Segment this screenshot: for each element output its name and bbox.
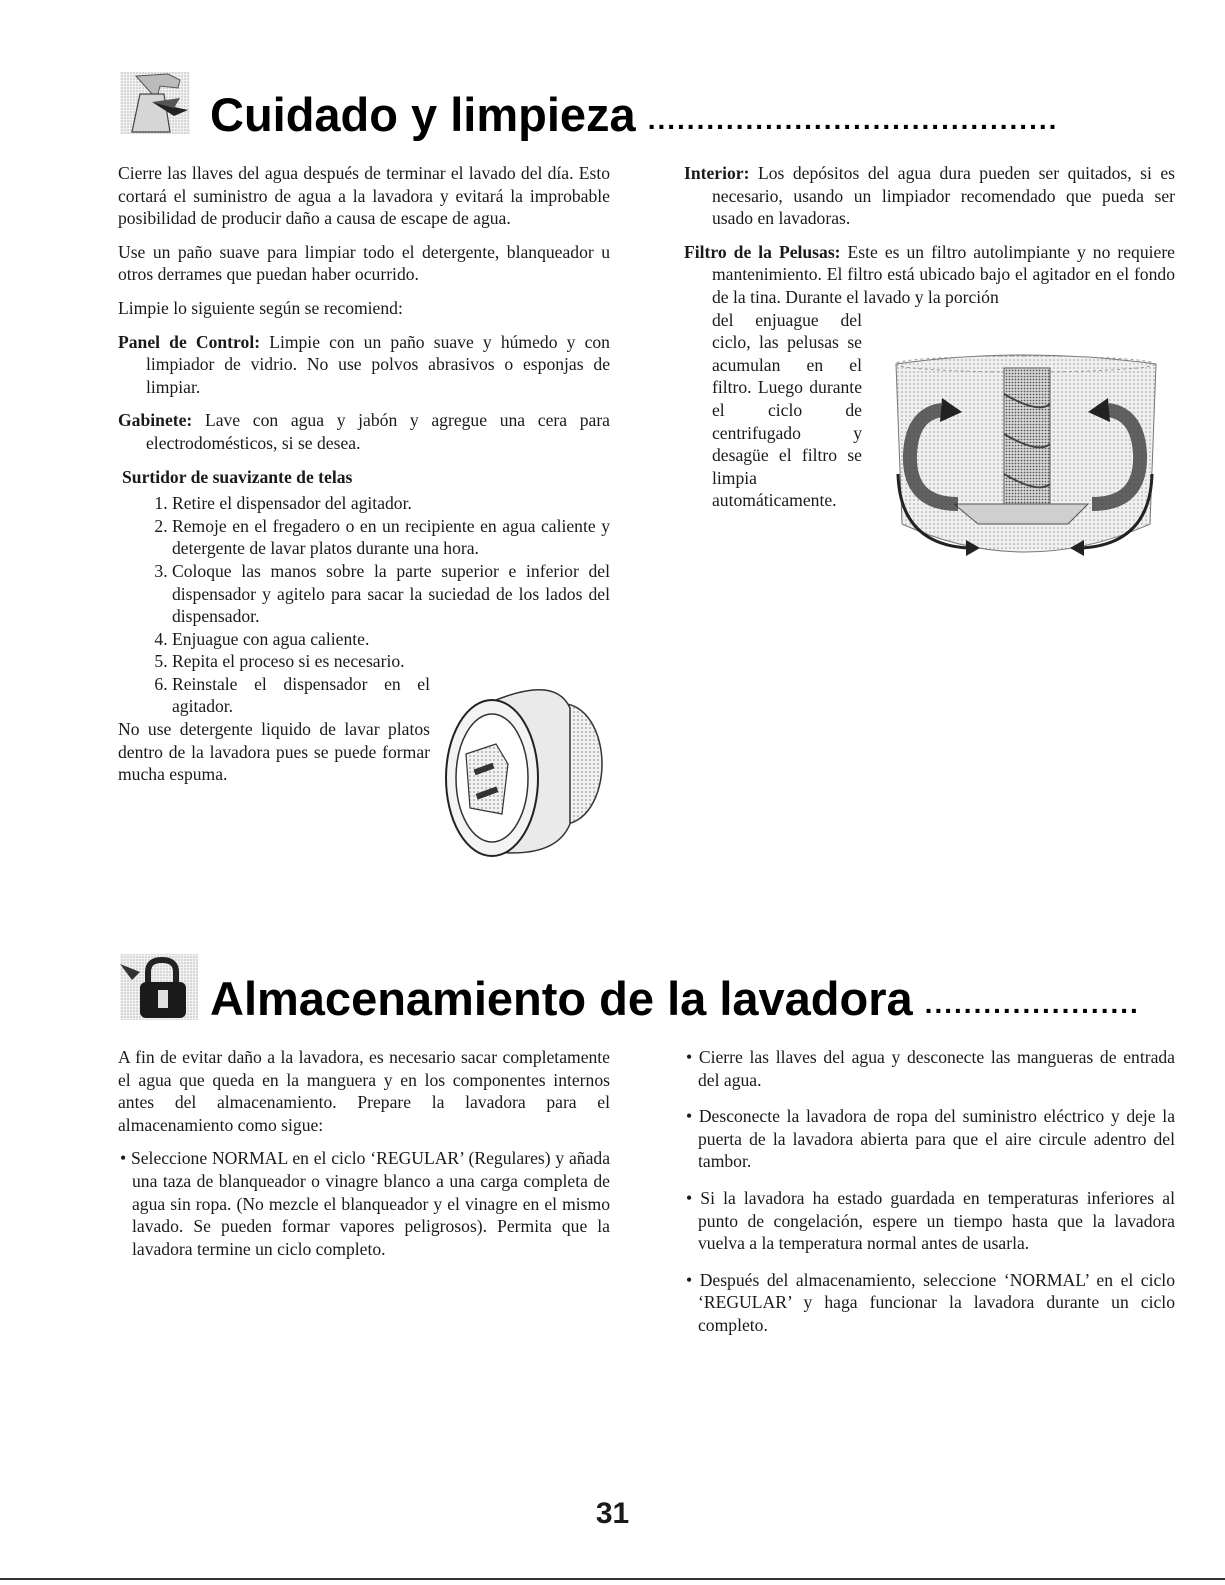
control-panel-item [118, 331, 610, 399]
bottom-border [0, 1578, 1225, 1580]
interior-text: Los depósitos del agua dura pueden ser quitados, si es necesario, usando un limpiador recomendado que pueda ser usado en lavadoras. [712, 163, 1175, 229]
lint-filter-text: Este es un filtro autolimpiante y no requiere mantenimiento. El filtro está ubicado bajo el agitador en el fondo de la tina. Durante el lavado y la porción [712, 241, 1175, 307]
cabinet-item [118, 409, 610, 454]
dispenser-step: 5. Repita el proceso si es necesario. [172, 650, 430, 673]
storage-left-column [118, 1046, 610, 1274]
care-section-title: Cuidado y limpieza [210, 88, 636, 141]
storage-bullet: • Cierre las llaves del agua y desconecte las mangueras de entrada del agua. [686, 1047, 1175, 1090]
dispenser-step: 1. Retire el dispensador del agitador. [172, 492, 610, 515]
dispenser-subheading: Surtidor de suavizante de telas [122, 466, 353, 487]
spray-bottle-icon [118, 66, 200, 138]
lint-filter-continued: del enjuague del ciclo, las pelusas se acumulan en el filtro. Luego durante el ciclo de centrifugado y desagüe el filtro se limpia automáticamente. [712, 309, 862, 511]
fabric-softener-dispenser-illustration [436, 674, 604, 862]
care-paragraph-water-valves: Cierre las llaves del agua después de terminar el lavado del día. Esto cortará el suministro de agua a la lavadora y evitará la improbable posibilidad de producir daño a causa de escape de agua. [118, 163, 610, 229]
interior-label: Interior: [684, 163, 750, 183]
page-number: 31 [595, 1497, 630, 1530]
storage-right-column [684, 1046, 1175, 1351]
storage-bullet: • Si la lavadora ha estado guardada en temperaturas inferiores al punto de congelación, espere un tiempo hasta que la lavadora vuelva a la temperatura normal antes de usarla. [686, 1187, 1175, 1254]
cabinet-text: Lave con agua y jabón y agregue una cera para electrodomésticos, si se desea. [146, 410, 610, 453]
interior-item [684, 162, 1175, 230]
storage-section-header [118, 950, 1163, 1025]
storage-intro-paragraph: A fin de evitar daño a la lavadora, es necesario sacar completamente el agua que queda en la manguera y en los componentes internos antes del almacenamiento. Prepare la lavadora para el almacenamiento como sigue: [118, 1047, 610, 1135]
control-panel-label: Panel de Control: [118, 331, 261, 352]
agitator-tub-illustration [888, 354, 1162, 568]
care-section-header [118, 66, 1183, 141]
cabinet-label: Gabinete: [118, 410, 193, 431]
dispenser-step: 4. Enjuague con agua caliente. [172, 628, 610, 651]
storage-bullet: • Seleccione NORMAL en el ciclo ‘REGULAR’ (Regulares) y añada una taza de blanqueador o vinagre blanco a una carga completa de agua sin ropa. (No mezcle el blanqueador y el vinagre en el mismo lavado. Se pueden formar vapores peligrosos). Permita que la lavadora termine un ciclo completo. [120, 1148, 610, 1259]
dish-detergent-warning: No use detergente liquido de lavar platos dentro de la lavadora pues se puede formar mucha espuma. [118, 719, 430, 785]
lint-filter-label: Filtro de la Pelusas: [684, 241, 841, 262]
dispenser-step: 3. Coloque las manos sobre la parte superior e inferior del dispensador y agitelo para sacar la suciedad de los lados del dispensador. [172, 560, 610, 628]
care-paragraph-recommend: Limpie lo siguiente según se recomiend: [118, 297, 403, 318]
care-title-leader-dots: .......................................... [647, 106, 1059, 135]
storage-bullet: • Desconecte la lavadora de ropa del suministro eléctrico y deje la puerta de la lavadora abierta para que el aire circule adentro del tambor. [686, 1106, 1175, 1172]
dispenser-step: 6. Reinstale el dispensador en el agitador. [172, 673, 430, 718]
padlock-icon [118, 950, 200, 1022]
storage-bullet: • Después del almacenamiento, seleccione ‘NORMAL’ en el ciclo ‘REGULAR’ y haga funcionar la lavadora durante un ciclo completo. [686, 1269, 1175, 1335]
lint-filter-item [684, 241, 1175, 309]
care-paragraph-soft-cloth: Use un paño suave para limpiar todo el detergente, blanqueador u otros derrames que puedan haber ocurrido. [118, 241, 610, 285]
storage-title-leader-dots: ...................... [924, 990, 1140, 1019]
storage-section-title: Almacenamiento de la lavadora [210, 972, 913, 1025]
dispenser-step: 2. Remoje en el fregadero o en un recipiente en agua caliente y detergente de lavar platos durante una hora. [172, 515, 610, 560]
control-panel-text: Limpie con un paño suave y húmedo y con limpiador de vidrio. No use polvos abrasivos o esponjas de limpiar. [146, 331, 610, 397]
